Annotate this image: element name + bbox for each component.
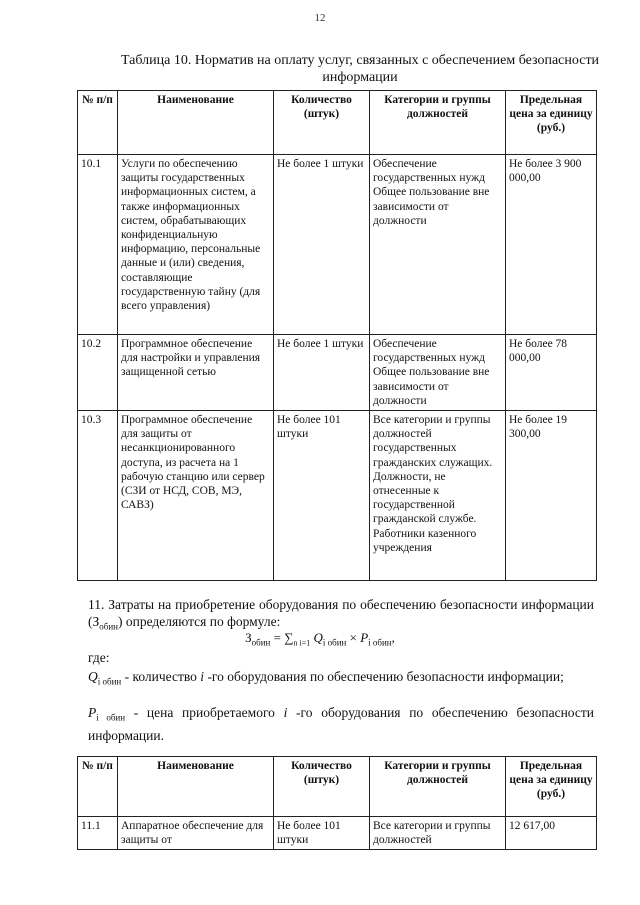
p-desc-b: -го оборудования по обеспечению безопасности информации. bbox=[88, 705, 594, 743]
row-name: Программное обеспечение для защиты от несанкционированного доступа, из расчета на 1 рабочую станцию или сервер (СЗИ от НСД, СОВ, МЭ, САВЗ) bbox=[118, 411, 274, 581]
row-category: Обеспечение государственных нужд Общее пользование вне зависимости от должности bbox=[370, 155, 506, 335]
formula-sum: ∑ bbox=[284, 630, 294, 645]
row-number: 10.2 bbox=[78, 335, 118, 411]
header-name: Наименование bbox=[118, 757, 274, 817]
header-price: Предельная цена за единицу (руб.) bbox=[506, 91, 597, 155]
header-price: Предельная цена за единицу (руб.) bbox=[506, 757, 597, 817]
formula-lhs-sub: обин bbox=[251, 637, 271, 648]
row-price: Не более 19 300,00 bbox=[506, 411, 597, 581]
cost-formula bbox=[0, 630, 640, 648]
section-11-intro-b: ) определяются по формуле: bbox=[117, 614, 281, 629]
table-row bbox=[78, 335, 597, 411]
header-number: № п/п bbox=[78, 757, 118, 817]
table-row bbox=[78, 411, 597, 581]
row-number: 11.1 bbox=[78, 817, 118, 850]
q-definition bbox=[88, 668, 594, 691]
formula-q: Q bbox=[313, 630, 323, 645]
formula-q-sub: i обин bbox=[322, 637, 347, 648]
row-name: Услуги по обеспечению защиты государственных информационных систем, а также информационных систем, обрабатывающих конфиденциальную информацию, персональные данные и (или) сведения, составляющие государственную тайну (для всего управления) bbox=[118, 155, 274, 335]
row-price: 12 617,00 bbox=[506, 817, 597, 850]
where-label: где: bbox=[88, 650, 110, 665]
p-definition bbox=[88, 704, 594, 744]
table-10-caption: Таблица 10. Норматив на оплату услуг, связанных с обеспечением безопасности информации bbox=[120, 53, 600, 85]
formula-p-sub: i обин bbox=[368, 637, 392, 648]
section-11-intro-sub: обин bbox=[99, 621, 118, 632]
table-row bbox=[78, 155, 597, 335]
q-desc-a: - количество bbox=[121, 669, 201, 684]
row-quantity: Не более 1 штуки bbox=[274, 335, 370, 411]
formula-times: × bbox=[346, 630, 361, 645]
row-quantity: Не более 101 штуки bbox=[274, 411, 370, 581]
p-symbol: P bbox=[88, 705, 97, 720]
table-11-header-row bbox=[78, 757, 597, 817]
q-desc-b: -го оборудования по обеспечению безопасности информации; bbox=[204, 669, 564, 684]
formula-sum-limits: n i=1 bbox=[293, 638, 311, 648]
page-number: 12 bbox=[314, 12, 326, 24]
p-desc-a: - цена приобретаемого bbox=[125, 705, 284, 720]
section-11-intro-symbol: З bbox=[92, 614, 100, 629]
row-quantity: Не более 101 штуки bbox=[274, 817, 370, 850]
row-number: 10.3 bbox=[78, 411, 118, 581]
section-11-intro-a: 11. Затраты на приобретение оборудования по обеспечению безопасности информации ( bbox=[88, 597, 594, 629]
header-name: Наименование bbox=[118, 91, 274, 155]
row-name: Аппаратное обеспечение для защиты от bbox=[118, 817, 274, 850]
row-category: Все категории и группы должностей государственных гражданских служащих. Должности, не отнесенные к государственной гражданской службе. Работники казенного учреждения bbox=[370, 411, 506, 581]
q-symbol: Q bbox=[88, 669, 98, 684]
q-sub: i обин bbox=[97, 676, 122, 687]
table-10 bbox=[77, 90, 597, 581]
row-price: Не более 78 000,00 bbox=[506, 335, 597, 411]
formula-end: , bbox=[391, 630, 395, 645]
row-quantity: Не более 1 штуки bbox=[274, 155, 370, 335]
row-category: Обеспечение государственных нужд Общее пользование вне зависимости от должности bbox=[370, 335, 506, 411]
table-row bbox=[78, 817, 597, 850]
q-index: i bbox=[200, 669, 205, 684]
header-number: № п/п bbox=[78, 91, 118, 155]
header-quantity: Количество (штук) bbox=[274, 91, 370, 155]
formula-eq: = bbox=[270, 630, 285, 645]
p-sub: i обин bbox=[96, 712, 126, 723]
table-11 bbox=[77, 756, 597, 850]
formula-p: P bbox=[360, 630, 369, 645]
row-price: Не более 3 900 000,00 bbox=[506, 155, 597, 335]
row-category: Все категории и группы должностей bbox=[370, 817, 506, 850]
row-name: Программное обеспечение для настройки и управления защищенной сетью bbox=[118, 335, 274, 411]
formula-lhs: З bbox=[245, 630, 252, 645]
table-10-header-row bbox=[78, 91, 597, 155]
row-number: 10.1 bbox=[78, 155, 118, 335]
p-index: i bbox=[283, 705, 288, 720]
header-quantity: Количество (штук) bbox=[274, 757, 370, 817]
header-category: Категории и группы должностей bbox=[370, 757, 506, 817]
header-category: Категории и группы должностей bbox=[370, 91, 506, 155]
